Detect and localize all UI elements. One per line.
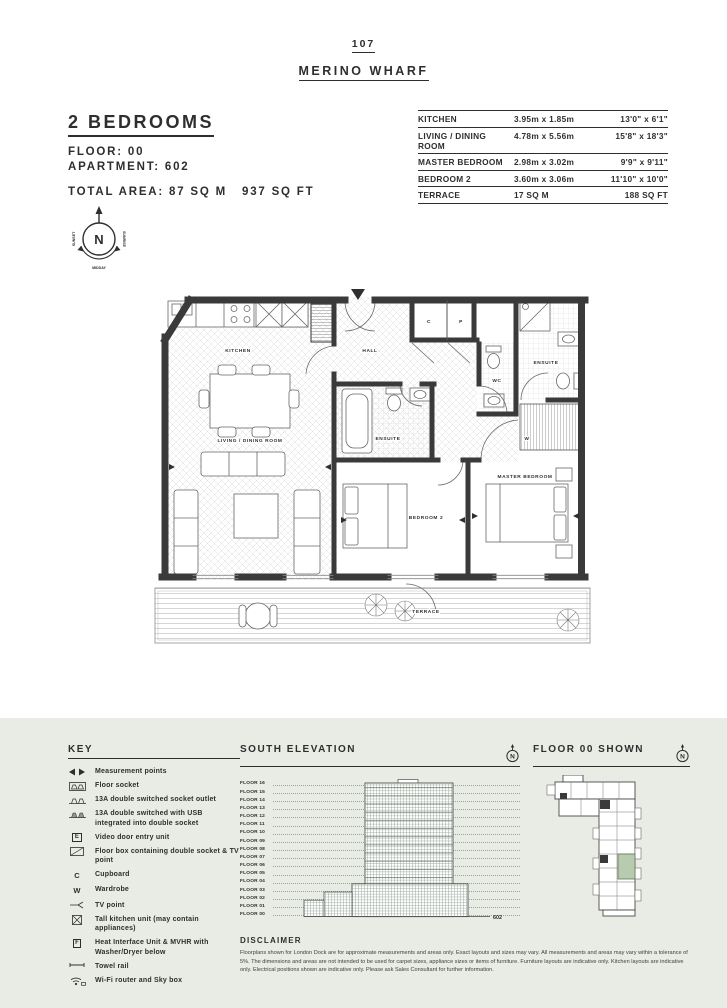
key-item bbox=[68, 962, 240, 971]
wardrobe-letter: W bbox=[73, 885, 81, 895]
heat-interface-icon bbox=[68, 938, 86, 948]
site-plan-drawing bbox=[533, 775, 690, 925]
floor-label: FLOOR 06 bbox=[240, 863, 266, 869]
living-dining-label: LIVING / DINING ROOM bbox=[217, 439, 283, 444]
imperial-size: 9'9" x 9'11" bbox=[620, 157, 668, 167]
key-item bbox=[68, 833, 240, 843]
room-name: LIVING / DINING ROOM bbox=[418, 130, 487, 151]
metric-size: 3.60m x 3.06m bbox=[514, 173, 575, 184]
heat-interface-letter: F bbox=[73, 939, 82, 948]
header-development bbox=[0, 62, 727, 81]
imperial-size: 15'8" x 18'3" bbox=[615, 130, 668, 141]
metric-size: 3.95m x 1.85m bbox=[514, 114, 575, 124]
south-elevation-header bbox=[240, 744, 520, 767]
table-row bbox=[418, 110, 668, 127]
socket-outlet-icon bbox=[68, 795, 86, 804]
key-item-label: 13A double switched with USB integrated into double socket bbox=[95, 810, 203, 827]
floor-socket-icon bbox=[68, 781, 86, 791]
apartment-line: APARTMENT: 602 bbox=[68, 161, 190, 173]
compass-midday-label: MIDDAY bbox=[92, 266, 106, 270]
disclaimer-title: DISCLAIMER bbox=[240, 936, 302, 945]
hall-label: HALL bbox=[362, 349, 378, 354]
key-item-label: Heat Interface Unit & MVHR with Washer/Dryer below bbox=[95, 939, 209, 956]
metric-size: 17 SQ M bbox=[514, 190, 549, 200]
key-item-label: 13A double switched socket outlet bbox=[95, 796, 217, 804]
site-plan bbox=[533, 775, 690, 930]
room-name: TERRACE bbox=[418, 190, 461, 200]
video-entry-icon bbox=[68, 833, 86, 843]
key-item bbox=[68, 847, 240, 866]
floor-box-icon bbox=[68, 847, 86, 857]
metric-size: 2.98m x 3.02m bbox=[514, 157, 575, 167]
floor-line: FLOOR: 00 bbox=[68, 146, 145, 158]
key-item bbox=[68, 809, 240, 828]
floor-label: FLOOR 09 bbox=[240, 838, 266, 844]
wc-label: WC bbox=[492, 379, 502, 384]
table-row bbox=[418, 170, 668, 187]
cupboard-letter: C bbox=[74, 870, 80, 880]
floor-label: FLOOR 12 bbox=[240, 814, 266, 820]
cupboard-label: C bbox=[426, 320, 432, 325]
bedroom2-label: BEDROOM 2 bbox=[408, 516, 444, 521]
unit-pointer-label: 602 bbox=[493, 914, 502, 921]
pantry-cupboard-label: P bbox=[459, 320, 463, 325]
disclaimer-text: Floorplans shown for London Dock are for approximate measurements and areas only. Exact layouts and sizes may vary. All measurements and areas may vary within a tolerance of 5%. The dimensions and areas are not intended to be used for carpet sizes, appliance sizes or items of furniture. Furniture layouts are indicative only. Kitchen layouts are indicative only. Electrical positions shown are indicative only. Please ask Sales Consultant for further information. bbox=[240, 950, 688, 974]
key-item-label: Floor socket bbox=[95, 782, 140, 790]
room-name: BEDROOM 2 bbox=[418, 173, 471, 184]
key-item bbox=[68, 901, 240, 910]
key-legend bbox=[68, 744, 240, 991]
building-elevation-drawing bbox=[240, 779, 520, 929]
floor-label: FLOOR 16 bbox=[240, 781, 266, 787]
floor-label: FLOOR 14 bbox=[240, 797, 266, 803]
key-item bbox=[68, 915, 240, 934]
plot-number: 107 bbox=[352, 38, 376, 53]
key-item bbox=[68, 976, 240, 987]
dimensions-table bbox=[418, 110, 668, 204]
key-item-label: Wi-Fi router and Sky box bbox=[95, 976, 183, 984]
elevation-chart bbox=[240, 779, 520, 929]
key-item-label: Tall kitchen unit (may contain appliances) bbox=[95, 915, 199, 933]
metric-size: 4.78m x 5.56m bbox=[514, 130, 575, 141]
key-item-label: Measurement points bbox=[95, 768, 167, 775]
table-row bbox=[418, 186, 668, 204]
floor-label: FLOOR 13 bbox=[240, 805, 266, 811]
key-item-label: TV point bbox=[95, 901, 125, 909]
sun-compass-icon bbox=[70, 206, 128, 276]
key-item-label: Video door entry unit bbox=[95, 833, 170, 841]
compass-sunrise-label: SUNRISE bbox=[122, 231, 126, 247]
table-row bbox=[418, 127, 668, 154]
key-item bbox=[68, 767, 240, 776]
wardrobe-label: W bbox=[524, 437, 530, 442]
north-letter: N bbox=[680, 753, 685, 761]
floor-shown-title: FLOOR 00 SHOWN bbox=[533, 744, 645, 755]
socket-usb-icon bbox=[68, 809, 86, 818]
development-name: MERINO WHARF bbox=[299, 64, 429, 81]
floor-label: FLOOR 01 bbox=[240, 903, 266, 909]
highlighted-apartment-unit bbox=[618, 854, 635, 879]
tall-kitchen-unit-icon bbox=[68, 915, 86, 926]
wardrobe-icon bbox=[68, 885, 86, 896]
table-row bbox=[418, 153, 668, 170]
north-letter: N bbox=[510, 753, 515, 761]
header bbox=[0, 34, 727, 53]
video-entry-letter: E bbox=[72, 833, 81, 842]
floor-label: FLOOR 02 bbox=[240, 895, 266, 901]
terrace-label: TERRACE bbox=[412, 610, 440, 615]
measurement-points-icon bbox=[68, 767, 86, 776]
cupboard-icon bbox=[68, 870, 86, 881]
floor-label: FLOOR 03 bbox=[240, 887, 266, 893]
floor-label: FLOOR 08 bbox=[240, 846, 266, 852]
compass-sunset-label: SUNSET bbox=[72, 231, 76, 247]
floor-label: FLOOR 00 bbox=[240, 912, 266, 918]
floor-label: FLOOR 11 bbox=[240, 822, 265, 828]
compass-north-label: N bbox=[94, 232, 104, 247]
bed2-ensuite-label: ENSUITE bbox=[375, 437, 401, 442]
north-compass-icon bbox=[505, 744, 520, 763]
north-compass-icon bbox=[675, 744, 690, 763]
bedrooms-title: 2 BEDROOMS bbox=[68, 112, 214, 137]
floor-label: FLOOR 15 bbox=[240, 789, 266, 795]
room-name: KITCHEN bbox=[418, 114, 457, 124]
master-bedroom-label: MASTER BEDROOM bbox=[497, 475, 553, 480]
key-item-label: Floor box containing double socket & TV point bbox=[95, 847, 239, 865]
total-area-line: TOTAL AREA: 87 SQ M 937 SQ FT bbox=[68, 186, 315, 198]
floor-label: FLOOR 07 bbox=[240, 854, 266, 860]
disclaimer bbox=[240, 936, 690, 975]
master-ensuite-label: ENSUITE bbox=[533, 361, 559, 366]
floor-label: FLOOR 04 bbox=[240, 879, 266, 885]
key-item-label: Wardrobe bbox=[95, 886, 130, 894]
room-name: MASTER BEDROOM bbox=[418, 157, 503, 167]
key-item-label: Cupboard bbox=[95, 871, 130, 879]
key-item-label: Towel rail bbox=[95, 962, 129, 970]
kitchen-label: KITCHEN bbox=[225, 349, 251, 354]
imperial-size: 11'10" x 10'0" bbox=[610, 173, 668, 184]
floorplan-drawing bbox=[148, 288, 595, 650]
wifi-router-icon bbox=[68, 976, 86, 987]
floor-shown-header bbox=[533, 744, 690, 767]
south-elevation-section bbox=[240, 744, 520, 929]
tv-point-icon bbox=[68, 901, 86, 910]
key-item bbox=[68, 795, 240, 804]
key-item bbox=[68, 781, 240, 791]
floor-label: FLOOR 05 bbox=[240, 871, 266, 877]
floor-shown-section bbox=[533, 744, 690, 930]
south-elevation-title: SOUTH ELEVATION bbox=[240, 744, 357, 755]
key-list bbox=[68, 767, 240, 986]
imperial-size: 13'0" x 6'1" bbox=[620, 114, 668, 124]
key-title: KEY bbox=[68, 744, 240, 759]
key-item bbox=[68, 938, 240, 957]
towel-rail-icon bbox=[68, 962, 86, 969]
key-item bbox=[68, 885, 240, 896]
floor-label: FLOOR 10 bbox=[240, 830, 266, 836]
key-item bbox=[68, 870, 240, 881]
imperial-size: 188 SQ FT bbox=[624, 190, 668, 200]
apartment-summary bbox=[68, 112, 314, 198]
